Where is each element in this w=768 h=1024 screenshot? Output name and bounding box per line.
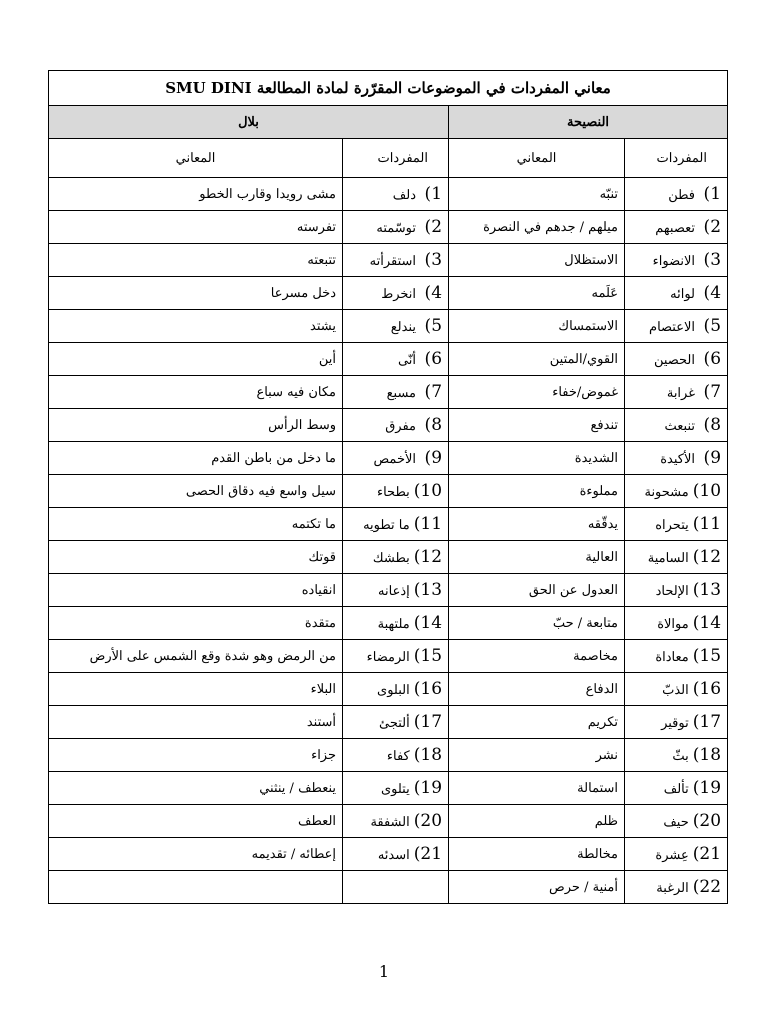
vocab-word: تألف (663, 782, 689, 797)
vocabulary-table (48, 70, 728, 904)
nasiha-meaning-cell: مخالطة (449, 838, 625, 871)
row-number: 9) (703, 448, 722, 468)
row-number: 3) (703, 250, 722, 270)
nasiha-word-cell (625, 178, 728, 211)
nasiha-meaning-cell: الشديدة (449, 442, 625, 475)
nasiha-meaning-cell: استمالة (449, 772, 625, 805)
table-row (49, 409, 728, 442)
row-number: 14) (413, 613, 443, 633)
bilal-meaning-cell: تتبعته (49, 244, 343, 277)
vocab-word: مسبع (386, 386, 417, 401)
table-row (49, 277, 728, 310)
bilal-meaning-cell: أين (49, 343, 343, 376)
bilal-meaning-cell: مشى رويدا وقارب الخطو (49, 178, 343, 211)
vocab-word: مشحونة (644, 485, 689, 500)
nasiha-word-cell (625, 343, 728, 376)
vocab-word: الأخمص (373, 452, 417, 467)
vocab-word: تعصبهم (655, 221, 696, 236)
vocab-word: الاعتصام (649, 320, 696, 335)
vocab-word: دلف (392, 188, 417, 203)
bilal-word-cell (343, 211, 449, 244)
nasiha-meaning-cell: غموض/خفاء (449, 376, 625, 409)
bilal-meaning-cell: قوتك (49, 541, 343, 574)
vocab-word: البلوى (377, 683, 410, 698)
table-title-row (49, 71, 728, 106)
bilal-word-cell (343, 277, 449, 310)
bilal-word-cell (343, 805, 449, 838)
nasiha-word-cell (625, 376, 728, 409)
nasiha-meaning-cell: العدول عن الحق (449, 574, 625, 607)
vocab-word: فطن (668, 188, 696, 203)
bilal-word-cell (343, 607, 449, 640)
row-number: 1) (703, 184, 722, 204)
bilal-meaning-cell: ما دخل من باطن القدم (49, 442, 343, 475)
nasiha-meaning-cell: متابعة / حبّ (449, 607, 625, 640)
table-row (49, 310, 728, 343)
row-number: 12) (413, 547, 443, 567)
table-row (49, 376, 728, 409)
table-row (49, 607, 728, 640)
nasiha-meaning-cell: ظلم (449, 805, 625, 838)
bilal-word-cell (343, 739, 449, 772)
bilal-meaning-cell: سيل واسع فيه دقاق الحصى (49, 475, 343, 508)
vocab-word: موالاة (657, 617, 689, 632)
nasiha-meaning-cell: عَلَمه (449, 277, 625, 310)
nasiha-word-cell (625, 244, 728, 277)
bilal-meaning-cell: أستند (49, 706, 343, 739)
row-number: 7) (424, 382, 443, 402)
bilal-meaning-cell: تفرسته (49, 211, 343, 244)
table-row (49, 805, 728, 838)
row-number: 11) (692, 514, 722, 534)
bilal-word-cell (343, 244, 449, 277)
page-number: 1 (378, 962, 390, 981)
vocab-word: بثّ (672, 749, 689, 764)
row-number: 2) (703, 217, 722, 237)
row-number: 21) (413, 844, 443, 864)
row-number: 10) (413, 481, 443, 501)
column-header-row (49, 139, 728, 178)
nasiha-meaning-cell: يدقّقه (449, 508, 625, 541)
nasiha-meaning-cell: الاستمساك (449, 310, 625, 343)
table-row (49, 739, 728, 772)
row-number: 16) (413, 679, 443, 699)
row-number: 21) (692, 844, 722, 864)
table-row (49, 475, 728, 508)
nasiha-meaning-cell: الاستظلال (449, 244, 625, 277)
row-number: 4) (424, 283, 443, 303)
vocab-word: الحصين (653, 353, 696, 368)
section-title-nasiha: النصيحة (449, 106, 728, 139)
nasiha-word-cell (625, 442, 728, 475)
row-number: 13) (413, 580, 443, 600)
row-number: 5) (703, 316, 722, 336)
nasiha-word-cell (625, 541, 728, 574)
vocab-word: بطحاء (376, 485, 410, 500)
vocab-word: استقرأته (369, 254, 417, 269)
nasiha-meaning-cell: مملوءة (449, 475, 625, 508)
bilal-word-cell (343, 376, 449, 409)
vocab-word: معاداة (655, 650, 689, 665)
table-row (49, 442, 728, 475)
vocab-word: اسدئه (377, 848, 410, 863)
vocab-word: الإلحاد (655, 584, 689, 599)
vocab-word: كفاء (386, 749, 410, 764)
row-number: 5) (424, 316, 443, 336)
nasiha-word-cell (625, 871, 728, 904)
nasiha-word-cell (625, 409, 728, 442)
vocab-word: إذعانه (378, 584, 410, 599)
nasiha-word-cell (625, 475, 728, 508)
row-number: 1) (424, 184, 443, 204)
bilal-word-cell (343, 508, 449, 541)
row-number: 17) (692, 712, 722, 732)
row-number: 3) (424, 250, 443, 270)
bilal-word-cell (343, 178, 449, 211)
row-number: 14) (692, 613, 722, 633)
bilal-meaning-cell (49, 871, 343, 904)
row-number: 15) (413, 646, 443, 666)
vocab-word: يندلع (390, 320, 417, 335)
table-row (49, 673, 728, 706)
vocab-word: انخرط (381, 287, 417, 302)
row-number: 12) (692, 547, 722, 567)
nasiha-meaning-cell: تنبّه (449, 178, 625, 211)
vocab-word: بطشك (372, 551, 410, 566)
vocab-word: يتلوى (380, 782, 410, 797)
row-number: 22) (692, 877, 722, 897)
vocab-word: توقير (661, 716, 689, 731)
nasiha-meaning-cell: نشر (449, 739, 625, 772)
row-number: 17) (413, 712, 443, 732)
nasiha-word-cell (625, 310, 728, 343)
bilal-meaning-cell: انقياده (49, 574, 343, 607)
nasiha-word-cell (625, 211, 728, 244)
bilal-meaning-cell: يشتد (49, 310, 343, 343)
vocab-word: الرمضاء (366, 650, 410, 665)
section-title-bilal: بلال (49, 106, 449, 139)
row-number: 20) (692, 811, 722, 831)
nasiha-meaning-cell: أمنية / حرص (449, 871, 625, 904)
bilal-word-cell (343, 574, 449, 607)
vocab-word: ما تطويه (363, 518, 410, 533)
vocab-word: لوائه (670, 287, 696, 302)
table-row (49, 244, 728, 277)
table-title: معاني المفردات في الموضوعات المقرّرة لمادة المطالعة SMU DINI (49, 71, 728, 106)
nasiha-meaning-cell: القوي/المتين (449, 343, 625, 376)
vocab-word: الذبّ (662, 683, 689, 698)
vocab-word: عِشرة (655, 848, 689, 863)
nasiha-word-cell (625, 574, 728, 607)
nasiha-meaning-cell: مخاصمة (449, 640, 625, 673)
nasiha-meaning-cell: ميلهم / جدهم في النصرة (449, 211, 625, 244)
bilal-meaning-cell: ينعطف / ينثني (49, 772, 343, 805)
nasiha-word-cell (625, 508, 728, 541)
table-row (49, 574, 728, 607)
column-header-words: المفردات (625, 139, 728, 178)
vocab-word: مفرق (385, 419, 417, 434)
bilal-word-cell (343, 640, 449, 673)
table-row (49, 871, 728, 904)
row-number: 19) (692, 778, 722, 798)
nasiha-meaning-cell: العالية (449, 541, 625, 574)
table-row (49, 508, 728, 541)
bilal-meaning-cell: إعطائه / تقديمه (49, 838, 343, 871)
vocab-word: ألتجئ (379, 716, 410, 731)
bilal-word-cell (343, 541, 449, 574)
bilal-meaning-cell: دخل مسرعا (49, 277, 343, 310)
bilal-meaning-cell: البلاء (49, 673, 343, 706)
row-number: 19) (413, 778, 443, 798)
row-number: 2) (424, 217, 443, 237)
bilal-word-cell (343, 871, 449, 904)
column-header-meanings: المعاني (49, 139, 343, 178)
bilal-meaning-cell: وسط الرأس (49, 409, 343, 442)
nasiha-word-cell (625, 277, 728, 310)
vocab-word: غرابة (666, 386, 696, 401)
bilal-meaning-cell: العطف (49, 805, 343, 838)
bilal-meaning-cell: من الرمض وهو شدة وقع الشمس على الأرض (49, 640, 343, 673)
vocab-word: حيف (663, 815, 689, 830)
table-row (49, 343, 728, 376)
row-number: 15) (692, 646, 722, 666)
row-number: 7) (703, 382, 722, 402)
row-number: 6) (424, 349, 443, 369)
vocab-word: الانضواء (652, 254, 696, 269)
nasiha-word-cell (625, 607, 728, 640)
table-row (49, 178, 728, 211)
row-number: 9) (424, 448, 443, 468)
row-number: 20) (413, 811, 443, 831)
nasiha-word-cell (625, 772, 728, 805)
row-number: 6) (703, 349, 722, 369)
vocab-word: ملتهبة (377, 617, 410, 632)
bilal-word-cell (343, 343, 449, 376)
bilal-meaning-cell: متقدة (49, 607, 343, 640)
bilal-word-cell (343, 475, 449, 508)
nasiha-meaning-cell: تندفع (449, 409, 625, 442)
nasiha-word-cell (625, 673, 728, 706)
column-header-meanings: المعاني (449, 139, 625, 178)
row-number: 10) (692, 481, 722, 501)
vocab-word: الرغبة (656, 881, 689, 896)
row-number: 11) (413, 514, 443, 534)
section-header-row (49, 106, 728, 139)
bilal-word-cell (343, 442, 449, 475)
vocab-word: أنّى (397, 353, 417, 368)
bilal-word-cell (343, 310, 449, 343)
bilal-word-cell (343, 838, 449, 871)
bilal-word-cell (343, 772, 449, 805)
table-row (49, 541, 728, 574)
row-number: 18) (692, 745, 722, 765)
vocab-word: تنبعث (664, 419, 696, 434)
vocab-word: توسّمته (376, 221, 417, 236)
table-row (49, 640, 728, 673)
vocab-word: يتحراه (655, 518, 689, 533)
nasiha-word-cell (625, 805, 728, 838)
nasiha-word-cell (625, 739, 728, 772)
nasiha-meaning-cell: الدفاع (449, 673, 625, 706)
table-row (49, 838, 728, 871)
table-row (49, 772, 728, 805)
row-number: 18) (413, 745, 443, 765)
nasiha-word-cell (625, 838, 728, 871)
row-number: 13) (692, 580, 722, 600)
row-number: 8) (703, 415, 722, 435)
bilal-word-cell (343, 409, 449, 442)
vocab-word: الأكيدة (660, 452, 696, 467)
vocab-word: الشفقة (370, 815, 410, 830)
column-header-words: المفردات (343, 139, 449, 178)
table-row (49, 706, 728, 739)
bilal-meaning-cell: مكان فيه سباع (49, 376, 343, 409)
vocab-word: السامية (647, 551, 689, 566)
row-number: 16) (692, 679, 722, 699)
row-number: 4) (703, 283, 722, 303)
row-number: 8) (424, 415, 443, 435)
table-row (49, 211, 728, 244)
bilal-meaning-cell: جزاء (49, 739, 343, 772)
bilal-word-cell (343, 673, 449, 706)
nasiha-meaning-cell: تكريم (449, 706, 625, 739)
nasiha-word-cell (625, 640, 728, 673)
bilal-meaning-cell: ما تكتمه (49, 508, 343, 541)
nasiha-word-cell (625, 706, 728, 739)
bilal-word-cell (343, 706, 449, 739)
